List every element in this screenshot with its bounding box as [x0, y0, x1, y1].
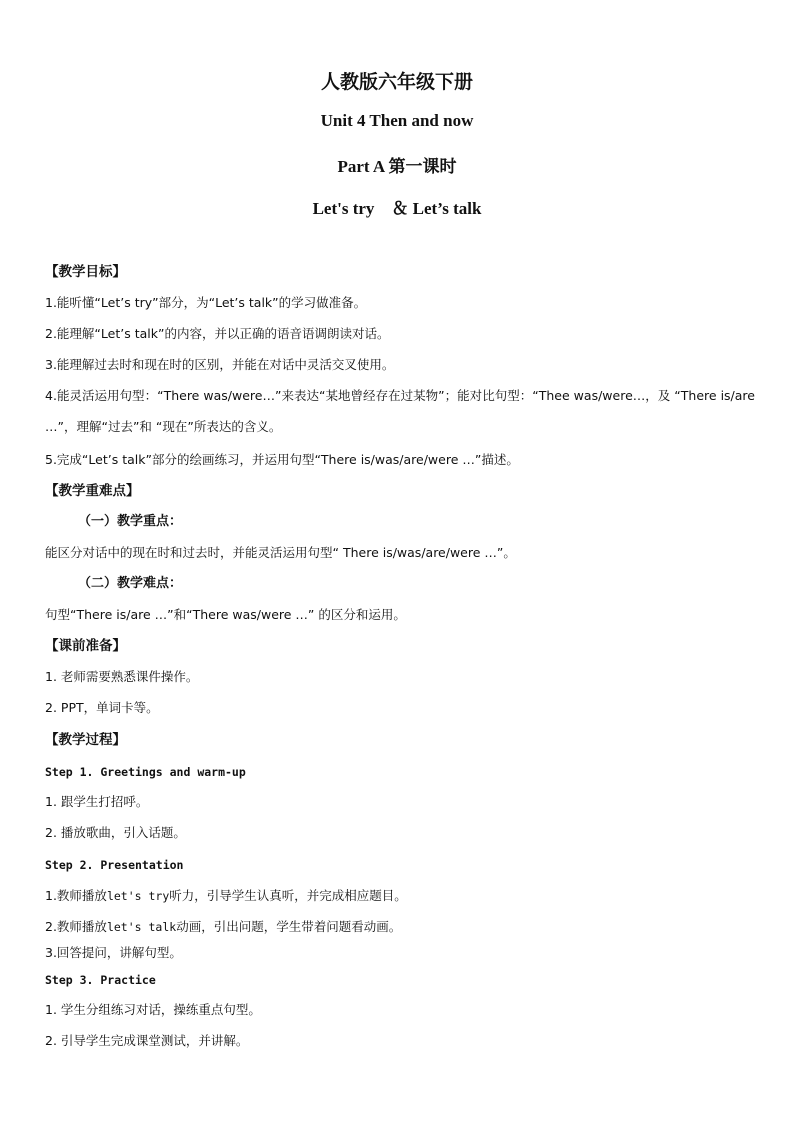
step-item: 2. 引导学生完成课堂测试，并讲解。 — [45, 1033, 249, 1048]
objectives-heading: 【教学目标】 — [45, 264, 126, 280]
step-item: 2. 播放歌曲，引入话题。 — [45, 825, 186, 840]
prep-item: 1. 老师需要熟悉课件操作。 — [45, 669, 199, 684]
step-item: 1. 跟学生打招呼。 — [45, 794, 149, 809]
step-title: Step 1. Greetings and warm-up — [45, 765, 246, 779]
step-item — [45, 887, 755, 905]
step-item: 1. 学生分组练习对话，操练重点句型。 — [45, 1002, 261, 1017]
step-title: Step 3. Practice — [45, 973, 156, 987]
unit-title: Unit 4 Then and now — [320, 111, 474, 130]
step-item-text: 听力，引导学生认真听，并完成相应题目。 — [169, 888, 407, 903]
objective-item: 4.能灵活运用句型：“There was/were…”来表达“某地曾经存在过某物”；能对比句型：“Thee was/were…，及 “There is/are …”，理解“过去”和 “现在”所表达的含义。 — [45, 388, 755, 434]
prep-heading: 【课前准备】 — [45, 638, 126, 654]
step-item — [45, 918, 755, 936]
difficulty-text: 句型“There is/are …”和“There was/were …” 的区分和运用。 — [45, 607, 406, 622]
process-heading: 【教学过程】 — [45, 732, 126, 748]
keypoint-text: 能区分对话中的现在时和过去时，并能灵活运用句型“ There is/was/are/were …”。 — [45, 545, 516, 560]
objective-item: 2.能理解“Let’s talk”的内容，并以正确的语音语调朗读对话。 — [45, 326, 390, 341]
textbook-title: 人教版六年级下册 — [320, 71, 473, 93]
difficulty-subheading: （二）教学难点： — [78, 576, 183, 591]
objective-item: 1.能听懂“Let’s try”部分，为“Let’s talk”的学习做准备。 — [45, 295, 367, 310]
step-item-text: 1.教师播放 — [45, 888, 107, 903]
step-item-text: 2.教师播放 — [45, 919, 107, 934]
lesson-title: Part A 第一课时 — [337, 157, 457, 176]
keypoints-heading: 【教学重难点】 — [45, 483, 140, 499]
objective-item: 5.完成“Let’s talk”部分的绘画练习，并运用句型“There is/was/are/were …”描述。 — [45, 452, 519, 467]
step-item-code: let's talk — [106, 920, 177, 934]
keypoint-subheading: （一）教学重点： — [78, 514, 183, 529]
step-item: 3.回答提问，讲解句型。 — [45, 945, 182, 960]
section-title: Let's try ＆ Let’s talk — [312, 199, 482, 218]
objective-item: 3.能理解过去时和现在时的区别，并能在对话中灵活交叉使用。 — [45, 357, 395, 372]
step-title: Step 2. Presentation — [45, 858, 184, 872]
prep-item: 2. PPT，单词卡等。 — [45, 700, 159, 715]
step-item-code: let's try — [106, 889, 170, 903]
step-item-text: 动画，引出问题，学生带着问题看动画。 — [176, 919, 402, 934]
